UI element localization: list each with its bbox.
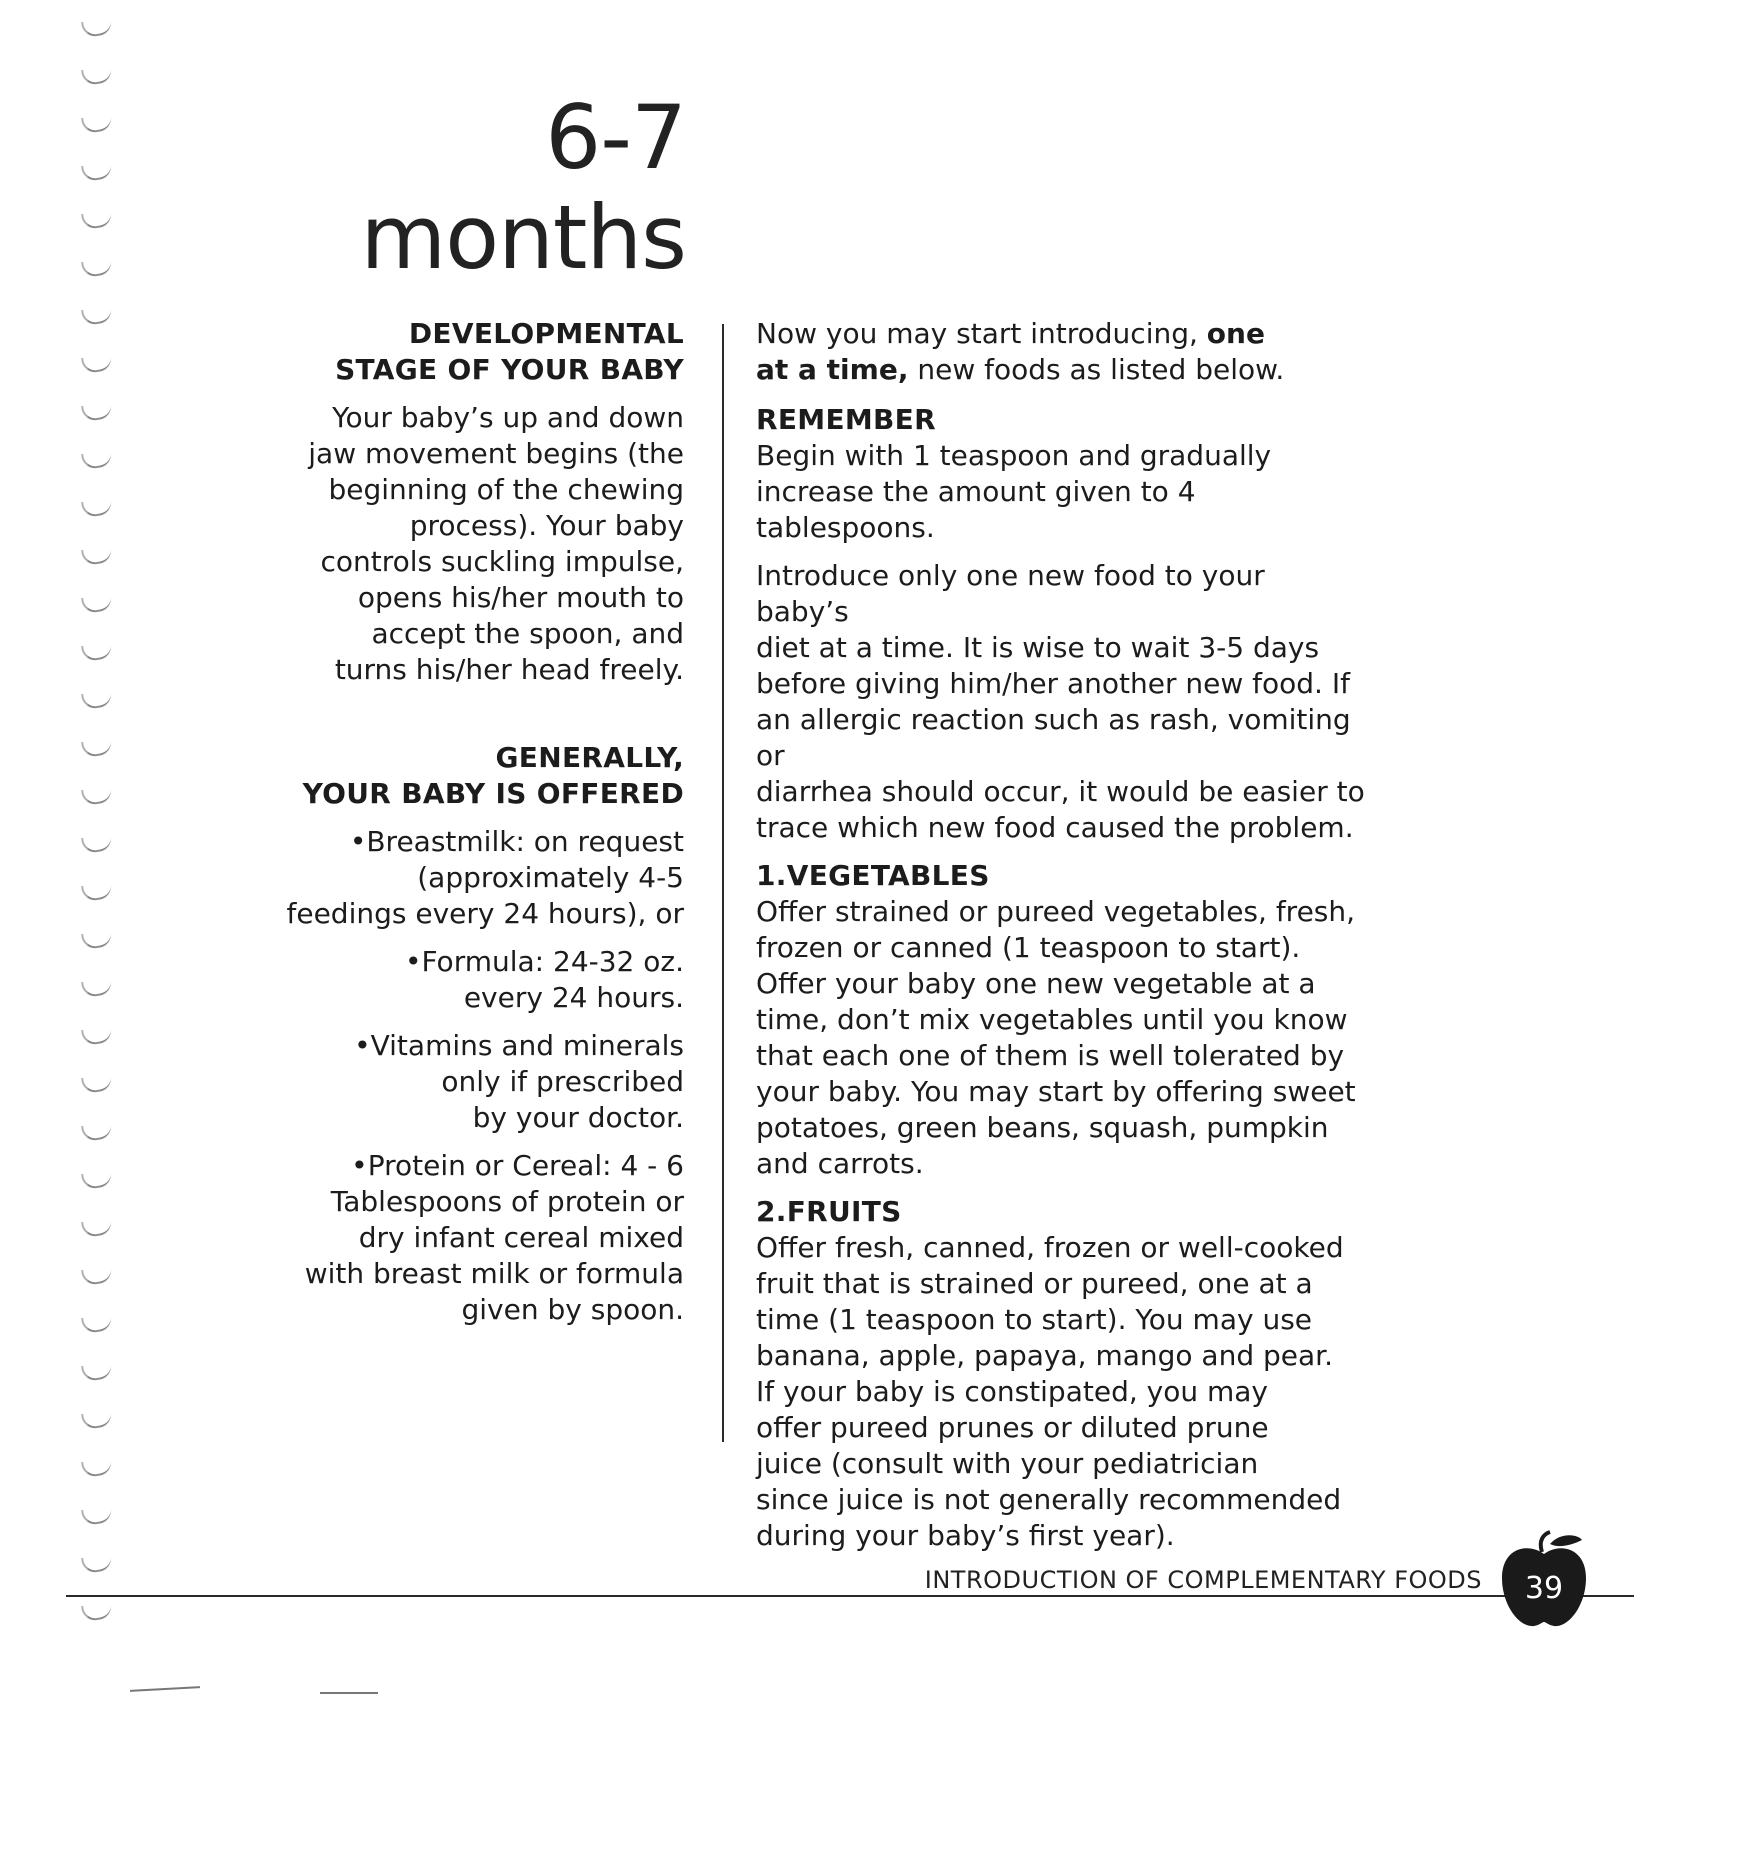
spiral-binding [82, 20, 122, 1660]
text-line: jaw movement begins (the [308, 437, 684, 470]
intro-text: Now you may start introducing, [756, 317, 1207, 350]
text-line: Offer strained or pureed vegetables, fresh, [756, 895, 1356, 928]
binding-hole [81, 738, 113, 758]
binding-hole [81, 1362, 113, 1382]
text-line: juice (consult with your pediatrician [756, 1447, 1259, 1480]
text-line: an allergic reaction such as rash, vomiting or [756, 703, 1351, 772]
binding-hole [81, 1506, 113, 1526]
footer-section-title: INTRODUCTION OF COMPLEMENTARY FOODS [924, 1566, 1482, 1594]
text-line: (approximately 4-5 [417, 861, 684, 894]
text-line: turns his/her head freely. [334, 653, 684, 686]
text-line: Tablespoons of protein or [330, 1185, 684, 1218]
introduce-paragraph [756, 558, 1366, 846]
binding-hole [81, 1410, 113, 1430]
text-line: that each one of them is well tolerated by [756, 1039, 1345, 1072]
intro-text: new foods as listed below. [908, 353, 1285, 386]
text-line: frozen or canned (1 teaspoon to start). [756, 931, 1301, 964]
text-line: every 24 hours. [463, 981, 684, 1014]
binding-hole [81, 1026, 113, 1046]
binding-hole [81, 114, 113, 134]
text-line: trace which new food caused the problem. [756, 811, 1354, 844]
text-line: diet at a time. It is wise to wait 3-5 days [756, 631, 1320, 664]
binding-hole [81, 162, 113, 182]
vegetables-heading: 1.VEGETABLES [756, 859, 990, 892]
text-line: opens his/her mouth to [357, 581, 684, 614]
text-line: process). Your baby [409, 509, 684, 542]
title-age-range: 6-7 [545, 86, 686, 189]
binding-hole [81, 930, 113, 950]
binding-hole [81, 594, 113, 614]
binding-hole [81, 1074, 113, 1094]
text-line: fruit that is strained or pureed, one at a [756, 1267, 1313, 1300]
text-line: Your baby’s up and down [332, 401, 684, 434]
binding-hole [81, 690, 113, 710]
text-line: given by spoon. [461, 1293, 684, 1326]
apple-icon [1498, 1530, 1590, 1630]
binding-hole [81, 18, 113, 38]
binding-hole [81, 1218, 113, 1238]
text-line: diarrhea should occur, it would be easier to [756, 775, 1365, 808]
binding-hole [81, 1602, 113, 1622]
scan-mark [130, 1686, 200, 1692]
binding-hole [81, 834, 113, 854]
column-divider [722, 324, 724, 1442]
text-line: Offer your baby one new vegetable at a [756, 967, 1316, 1000]
binding-hole [81, 306, 113, 326]
text-line: your baby. You may start by offering sweet [756, 1075, 1356, 1108]
developmental-heading-line2: STAGE OF YOUR BABY [335, 353, 684, 386]
text-line: time, don’t mix vegetables until you know [756, 1003, 1348, 1036]
text-line: potatoes, green beans, squash, pumpkin [756, 1111, 1329, 1144]
fruits-heading: 2.FRUITS [756, 1195, 902, 1228]
footer-rule [66, 1595, 1634, 1597]
text-line: before giving him/her another new food. If [756, 667, 1350, 700]
text-line: Offer fresh, canned, frozen or well-cooked [756, 1231, 1344, 1264]
text-line: dry infant cereal mixed [358, 1221, 684, 1254]
binding-hole [81, 786, 113, 806]
right-column [756, 316, 1366, 1554]
offered-heading-line1: GENERALLY, [495, 741, 684, 774]
intro-line2 [756, 352, 1366, 388]
binding-hole [81, 1122, 113, 1142]
text-line: offer pureed prunes or diluted prune [756, 1411, 1269, 1444]
intro-line1 [756, 316, 1366, 352]
text-line: feedings every 24 hours), or [286, 897, 684, 930]
text-line: only if prescribed [441, 1065, 684, 1098]
binding-hole [81, 210, 113, 230]
vegetables-paragraph [756, 894, 1366, 1182]
fruits-paragraph [756, 1230, 1366, 1554]
offered-item-vitamins [284, 1028, 684, 1136]
binding-hole [81, 1266, 113, 1286]
binding-hole [81, 546, 113, 566]
title-unit: months [360, 186, 686, 289]
scan-mark [320, 1692, 378, 1694]
intro-emphasis: at a time, [756, 353, 909, 386]
page-title [361, 88, 686, 288]
binding-hole [81, 1314, 113, 1334]
text-line: •Breastmilk: on request [349, 825, 684, 858]
binding-hole [81, 978, 113, 998]
binding-hole [81, 1554, 113, 1574]
binding-hole [81, 354, 113, 374]
binding-hole [81, 1170, 113, 1190]
developmental-text [284, 400, 684, 688]
text-line: time (1 teaspoon to start). You may use [756, 1303, 1313, 1336]
offered-item-formula [284, 944, 684, 1016]
binding-hole [81, 450, 113, 470]
text-line: since juice is not generally recommended [756, 1483, 1342, 1516]
page-number: 39 [1524, 1571, 1564, 1606]
binding-hole [81, 882, 113, 902]
binding-hole [81, 258, 113, 278]
text-line: increase the amount given to 4 tablespoons. [756, 475, 1196, 544]
text-line: banana, apple, papaya, mango and pear. [756, 1339, 1334, 1372]
offered-heading-line2: YOUR BABY IS OFFERED [302, 777, 684, 810]
text-line: •Vitamins and minerals [354, 1029, 684, 1062]
text-line: with breast milk or formula [304, 1257, 684, 1290]
text-line: beginning of the chewing [328, 473, 684, 506]
text-line: during your baby’s first year). [756, 1519, 1175, 1552]
binding-hole [81, 498, 113, 518]
text-line: •Protein or Cereal: 4 - 6 [351, 1149, 684, 1182]
binding-hole [81, 642, 113, 662]
binding-hole [81, 1458, 113, 1478]
text-line: and carrots. [756, 1147, 924, 1180]
text-line: accept the spoon, and [371, 617, 684, 650]
binding-hole [81, 402, 113, 422]
offered-item-protein [284, 1148, 684, 1328]
text-line: Begin with 1 teaspoon and gradually [756, 439, 1272, 472]
text-line: by your doctor. [472, 1101, 684, 1134]
text-line: controls suckling impulse, [320, 545, 684, 578]
text-line: •Formula: 24-32 oz. [404, 945, 684, 978]
binding-hole [81, 66, 113, 86]
left-column [284, 316, 684, 1328]
intro-emphasis: one [1206, 317, 1265, 350]
text-line: If your baby is constipated, you may [756, 1375, 1268, 1408]
remember-heading: REMEMBER [756, 403, 936, 436]
developmental-heading-line1: DEVELOPMENTAL [408, 317, 684, 350]
text-line: Introduce only one new food to your baby’s [756, 559, 1265, 628]
offered-item-breastmilk [284, 824, 684, 932]
